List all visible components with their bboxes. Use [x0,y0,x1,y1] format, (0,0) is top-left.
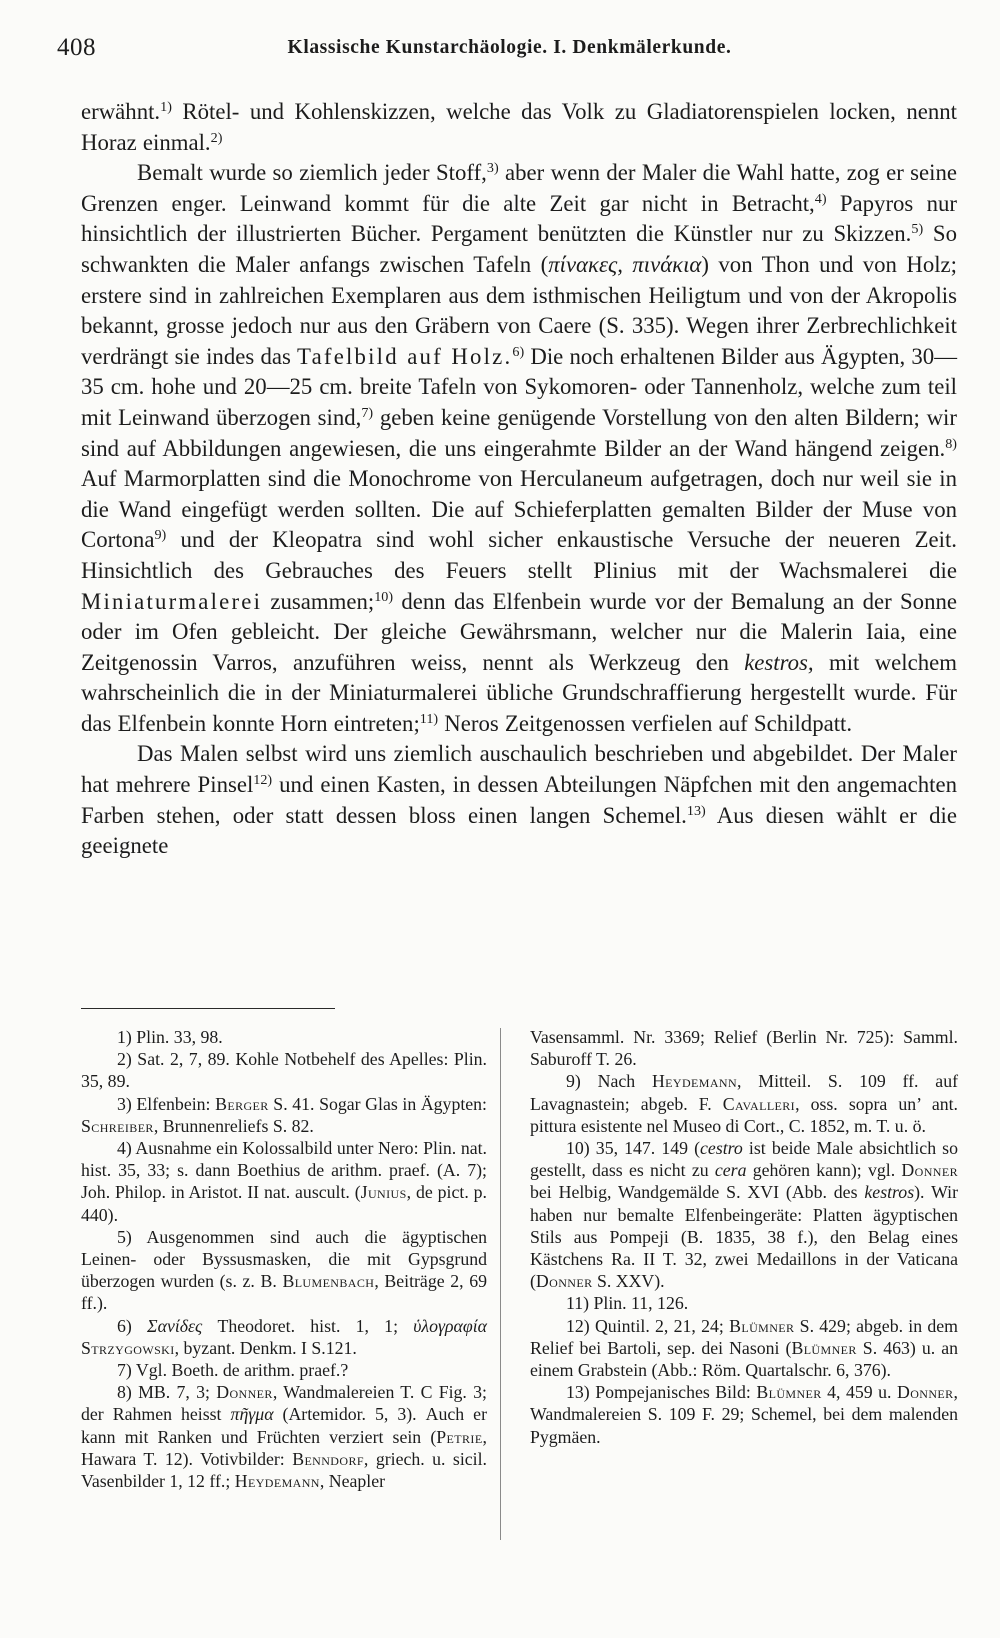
footnote-rule [81,1008,335,1009]
footnote-ref-13: 13) [686,802,706,819]
footnote-ref-4: 4) [814,191,827,208]
footnote-ref-9: 9) [154,527,167,544]
footnote-9: 9) Nach Heydemann, Mitteil. S. 109 ff. auf Lavagnastein; abgeb. F. Cavalleri, oss. sopra un’ ant. pittura esistente nel Museo di Cort., C. 1852, m. T. u. ö. [530,1071,959,1136]
footnote-12: 12) Quintil. 2, 21, 24; Blümner S. 429; abgeb. in dem Relief bei Bartoli, sep. dei Nasoni (Blümner S. 463) u. an einem Grabstein (Abb.: Röm. Quartalschr. 6, 376). [530,1315,958,1381]
footnote-ref-2: 2) [210,129,223,146]
italic-term: kestros, [744,649,814,675]
footnote-1: 1) Plin. 33, 98. [117,1027,223,1047]
paragraph-2: Bemalt wurde so ziemlich jeder Stoff,$^{3)}$ aber wenn der Maler die Wahl hatte, zog er seine Grenzen enger. Leinwand kommt für die alte Zeit gar nicht in Betracht,$^{4)}$ Papyros nur hinsichtlich der illustrierten Bücher. Pergament benützten die Künstler nur zu Skizzen.$^{5)}$ So schwankten die Maler anfangs zwischen Tafeln (πίνακες, πινάκια) von Thon und von Holz; erstere sind in zahlreichen Exemplaren aus dem isthmischen Heiligtum und von der Akropolis bekannt, grosse jedoch nur aus den Gräbern von Caere (S. 335). Wegen ihrer Zerbrechlichkeit verdrängt sie indes das Tafelbild auf Holz.$^{6)}$ Die noch erhaltenen Bilder aus Ägypten, 30—35 cm. hohe und 20—25 cm. breite Tafeln von Sykomoren- oder Tannenholz, welche zum teil mit Leinwand überzogen sind,$^{7)}$ geben keine genügende Vorstellung von den alten Bildern; wir sind auf Abbildungen angewiesen, die uns eingerahmte Bilder an der Wand hängend zeigen.$^{8)}$ Auf Marmorplatten sind die Monochrome von Herculaneum aufgetragen, doch nur weil sie in die Wand eingefügt werden sollten. Die auf Schieferplatten gemalten Bilder der Muse von Cortona$^{9)}$ und der Kleopatra sind wohl sicher enkaustische Versuche der neueren Zeit. Hinsichtlich des Gebrauches des Feuers stellt Plinius mit der Wachsmalerei die Miniaturmalerei zusammen;$^{10)}$ denn das Elfenbein wurde vor der Bemalung an der Sonne oder im Ofen gebleicht. Der gleiche Gewährsmann, welcher nur die Malerin Iaia, eine Zeitgenossin Varros, anzuführen weiss, nennt als Werkzeug den kestros, mit welchem wahrscheinlich die in der Miniaturmalerei übliche Grundschraffierung hergestellt wurde. Für das Elfenbein konnte Horn eintreten;$^{11)}$ Neros Zeitgenossen verfielen auf Schildpatt. [81,160,958,736]
footnote-ref-5: 5) [911,221,924,238]
paragraph-1: erwähnt.$^{1)}$ Rötel- und Kohlenskizzen, welche das Volk zu Gladiatorenspielen locken, nennt Horaz einmal.$^{2)}$ [81,99,957,155]
footnote-11: 11) Plin. 11, 126. [566,1293,689,1314]
footnote-ref-12: 12) [253,772,273,789]
footnote-2: 2) Sat. 2, 7, 89. Kohle Notbehelf des Apelles: Plin. 35, 89. [81,1049,487,1092]
footnote-8-continued: Vasensamml. Nr. 3369; Relief (Berlin Nr. 725): Samml. Saburoff T. 26. [530,1027,958,1070]
footnote-7: 7) Vgl. Boeth. de arithm. praef.? [117,1360,349,1381]
footnote-10: 10) 35, 147. 149 (cestro ist beide Male absichtlich so gestellt, dass es nicht zu cera gehören kann); vgl. Donner bei Helbig, Wandgemälde S. XVI (Abb. des kestros). Wir haben nur bemalte Elfenbeingeräte: Platten ägyptischen Stils aus Pompeji (B. 1835, 38 f.), den Belag eines Kästchens Ra. II T. 32, zwei Medaillons in der Vaticana (Donner S. XXV). [530,1138,958,1292]
footnote-ref-7: 7) [361,405,374,422]
footnote-ref-3: 3) [486,160,499,177]
column-divider [500,1028,501,1540]
spaced-emphasis: Tafelbild auf Holz. [297,343,513,369]
footnote-4: 4) Ausnahme ein Kolossalbild unter Nero: Plin. nat. hist. 35, 33; s. dann Boethius de arithm. praef. (A. 7); Joh. Philop. in Aristot. II nat. auscult. (Junius, de pict. p. 440). [81,1138,487,1225]
footnotes-right-column [530,1026,958,1448]
footnote-8: 8) MB. 7, 3; Donner, Wandmalereien T. C Fig. 3; der Rahmen heisst πῆγμα (Artemidor. 5, 3). Auch er kann mit Ranken und Früchten verziert sein (Petrie, Hawara T. 12). Votivbilder: Benndorf, griech. u. sicil. Vasenbilder 1, 12 ff.; Heydemann, Neapler [81,1382,487,1492]
paragraph-3: Das Malen selbst wird uns ziemlich auschaulich beschrieben und abgebildet. Der Maler hat mehrere Pinsel$^{12)}$ und einen Kasten, in dessen Abteilungen Näpfchen mit den angemachten Farben stehen, oder statt dessen bloss einen langen Schemel.$^{13)}$ Aus diesen wählt er die geeignete [81,741,957,859]
footnotes-left-column [81,1026,487,1492]
footnote-ref-1: 1) [160,99,172,116]
page-number: 408 [57,34,96,61]
main-text [81,97,957,862]
running-head: Klassische Kunstarchäologie. I. Denkmälerkunde. [287,37,732,58]
footnote-5: 5) Ausgenommen sind auch die ägyptischen Leinen- oder Byssusmasken, die mit Gypsgrund überzogen wurden (s. z. B. Blumenbach, Beiträge 2, 69 ff.). [81,1226,487,1314]
footnote-3: 3) Elfenbein: Berger S. 41. Sogar Glas in Ägypten: Schreiber, Brunnenreliefs S. 82. [81,1093,487,1136]
footnote-ref-8: 8) [945,435,957,452]
footnote-6: 6) Σανίδες Theodoret. hist. 1, 1; ὑλογραφία Strzygowski, byzant. Denkm. I S.121. [81,1315,487,1358]
footnote-ref-6: 6) [512,343,525,360]
footnote-13: 13) Pompejanisches Bild: Blümner 4, 459 u. Donner, Wandmalereien S. 109 F. 29; Schemel, bei dem malenden Pygmäen. [530,1382,958,1447]
footnote-ref-11: 11) [419,711,439,728]
greek-term: πίνακες, πινάκια [548,251,702,277]
spaced-emphasis: Miniaturmalerei [81,588,263,614]
footnote-ref-10: 10) [374,588,394,605]
page-header [57,34,942,68]
